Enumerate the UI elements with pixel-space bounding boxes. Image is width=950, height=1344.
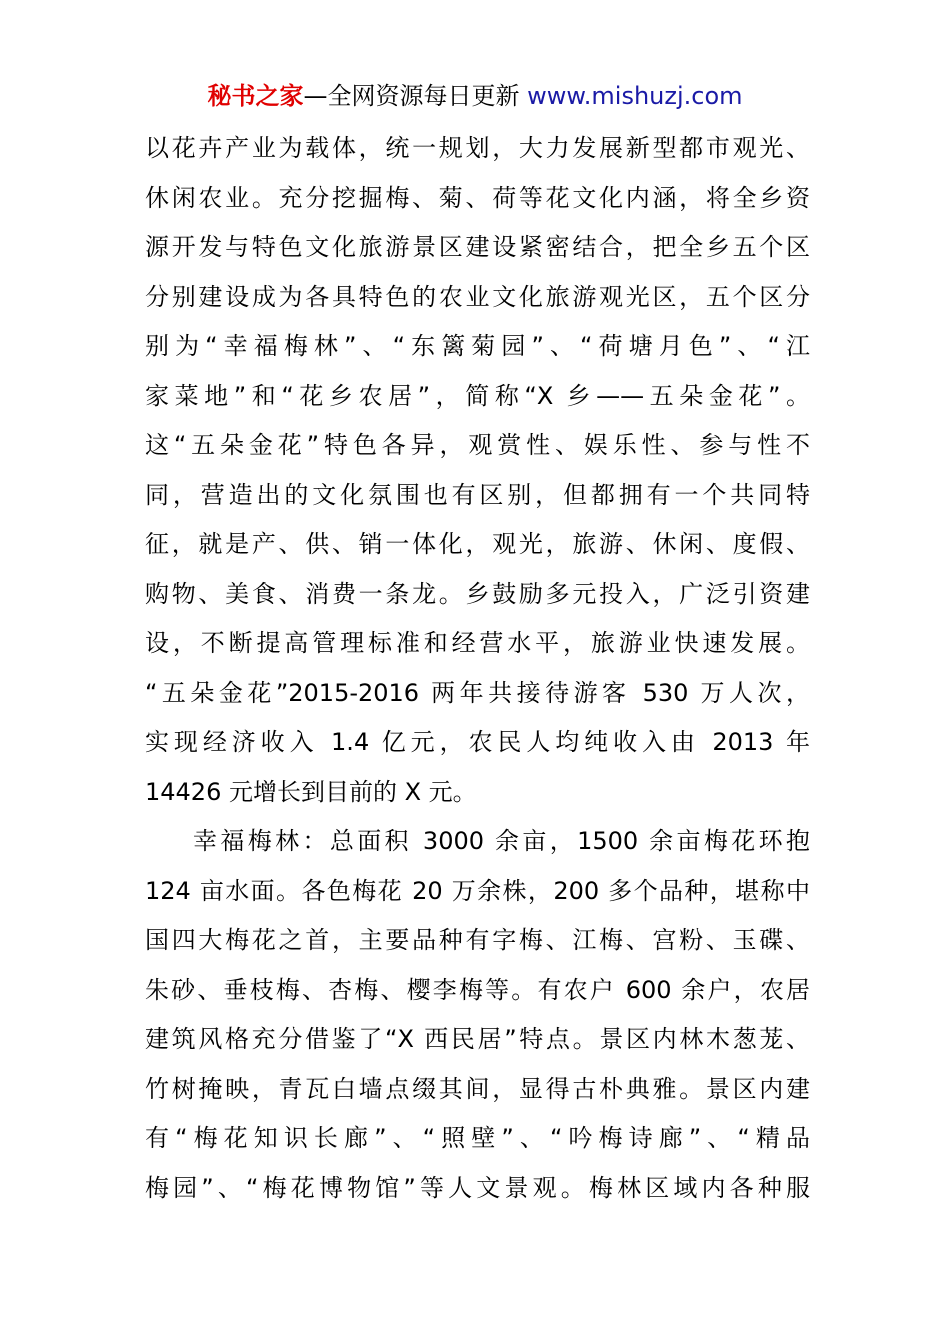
text-line: 购物、美食、消费一条龙。乡鼓励多元投入，广泛引资建 [145, 579, 810, 608]
text-line: 休闲农业。充分挖掘梅、菊、荷等花文化内涵，将全乡资 [145, 183, 810, 212]
header-tagline: —全网资源每日更新 [303, 82, 528, 110]
text-line: 124 亩水面。各色梅花 20 万余株，200 多个品种，堪称中 [145, 876, 810, 905]
text-line: 源开发与特色文化旅游景区建设紧密结合，把全乡五个区 [145, 233, 810, 261]
text-line: 家菜地”和“花乡农居”，简称“X 乡——五朵金花”。 [145, 381, 810, 410]
page-header [0, 80, 950, 112]
text-line: 14426 元增长到目前的 X 元。 [145, 777, 477, 806]
paragraph-happiness-plum-grove [145, 817, 810, 1213]
text-line: 幸福梅林：总面积 3000 余亩，1500 余亩梅花环抱 [193, 827, 810, 855]
text-line: 有“梅花知识长廊”、“照壁”、“吟梅诗廊”、“精品 [145, 1124, 810, 1152]
text-line: 同，营造出的文化氛围也有区别，但都拥有一个共同特 [145, 480, 810, 509]
brand-name: 秘书之家 [207, 82, 304, 110]
site-url-link[interactable]: www.mishuzj.com [527, 82, 743, 110]
text-line: 梅园”、“梅花博物馆”等人文景观。梅林区域内各种服 [145, 1173, 810, 1202]
paragraph-five-golden-flowers [145, 124, 810, 817]
text-line: 这“五朵金花”特色各异，观赏性、娱乐性、参与性不 [145, 431, 810, 459]
text-line: 国四大梅花之首，主要品种有字梅、江梅、宫粉、玉碟、 [145, 926, 810, 954]
text-line: 设，不断提高管理标准和经营水平，旅游业快速发展。 [145, 629, 810, 657]
text-line: 以花卉产业为载体，统一规划，大力发展新型都市观光、 [145, 134, 810, 162]
text-line: 分别建设成为各具特色的农业文化旅游观光区，五个区分 [145, 282, 810, 311]
text-line: 朱砂、垂枝梅、杏梅、樱李梅等。有农户 600 余户，农居 [145, 975, 810, 1004]
text-line: 建筑风格充分借鉴了“X 西民居”特点。景区内林木葱茏、 [145, 1025, 810, 1053]
text-line: 实现经济收入 1.4 亿元，农民人均纯收入由 2013 年 [145, 728, 810, 756]
text-line: “五朵金花”2015-2016 两年共接待游客 530 万人次， [145, 678, 810, 707]
text-line: 竹树掩映，青瓦白墙点缀其间，显得古朴典雅。景区内建 [145, 1074, 810, 1103]
document-body [145, 124, 810, 1213]
text-line: 征，就是产、供、销一体化，观光，旅游、休闲、度假、 [145, 530, 810, 558]
text-line: 别为“幸福梅林”、“东篱菊园”、“荷塘月色”、“江 [145, 332, 810, 360]
